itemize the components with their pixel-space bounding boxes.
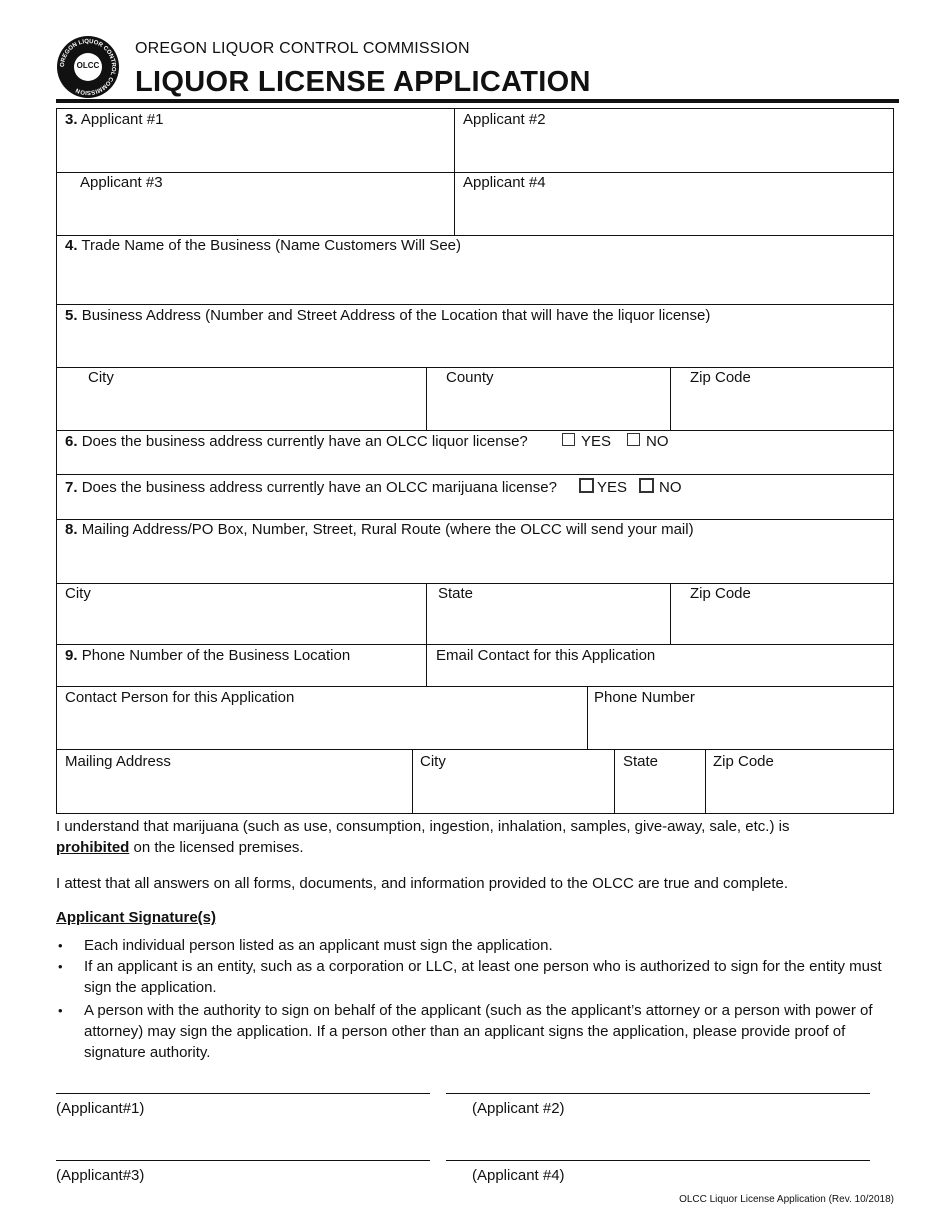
olcc-logo: [57, 36, 119, 98]
applicant-2-field[interactable]: Applicant #2: [463, 111, 546, 128]
logo-ring-text: [57, 36, 119, 98]
email-contact-field[interactable]: Email Contact for this Application: [436, 647, 656, 664]
page-title: LIQUOR LICENSE APPLICATION: [135, 66, 591, 98]
signature-line-2[interactable]: [446, 1093, 870, 1094]
signature-label-1: (Applicant#1): [56, 1100, 145, 1117]
contact-mailing-address-field[interactable]: Mailing Address: [65, 753, 171, 770]
business-city-field[interactable]: City: [88, 369, 114, 386]
q6-yes-checkbox[interactable]: [562, 433, 575, 446]
svg-text:OREGON LIQUOR CONTROL COMMISSI: OREGON LIQUOR CONTROL COMMISSION: [59, 38, 117, 96]
mailing-zip-field[interactable]: Zip Code: [690, 585, 751, 602]
applicant-4-field[interactable]: Applicant #4: [463, 174, 546, 191]
signature-line-1[interactable]: [56, 1093, 430, 1094]
bullet-3-marker: •: [58, 1003, 63, 1018]
q6-yes-label: YES: [581, 433, 612, 450]
mailing-address-field[interactable]: 8. Mailing Address/PO Box, Number, Street, Rural Route (where the OLCC will send your mail): [65, 521, 694, 538]
q6-no-label: NO: [646, 433, 669, 450]
q7-label: 7. Does the business address currently have an OLCC marijuana license?: [65, 479, 557, 496]
signature-label-2: (Applicant #2): [472, 1100, 565, 1117]
contact-phone-field[interactable]: Phone Number: [594, 689, 695, 706]
footer-revision: OLCC Liquor License Application (Rev. 10/2018): [679, 1194, 894, 1205]
application-form: [56, 108, 894, 814]
bullet-1-marker: •: [58, 938, 63, 953]
contact-state-field[interactable]: State: [623, 753, 659, 770]
attest-statement: I attest that all answers on all forms, documents, and information provided to the OLCC are true and complete.: [56, 875, 789, 892]
signature-line-3[interactable]: [56, 1160, 430, 1161]
q7-no-checkbox[interactable]: [639, 478, 654, 493]
marijuana-statement: I understand that marijuana (such as use, consumption, ingestion, inhalation, samples, give-away, sale, etc.) is prohibited on the licensed premises.: [56, 818, 790, 856]
q6-no-checkbox[interactable]: [627, 433, 640, 446]
contact-person-field[interactable]: Contact Person for this Application: [65, 689, 295, 706]
contact-zip-field[interactable]: Zip Code: [713, 753, 774, 770]
signature-label-3: (Applicant#3): [56, 1167, 145, 1184]
business-zip-field[interactable]: Zip Code: [690, 369, 751, 386]
logo-text: OLCC: [76, 61, 100, 70]
mailing-state-field[interactable]: State: [438, 585, 474, 602]
bullet-1-text: Each individual person listed as an applicant must sign the application.: [84, 937, 553, 954]
signature-heading: Applicant Signature(s): [56, 909, 217, 926]
q7-yes-label: YES: [597, 479, 628, 496]
title-rule: [56, 99, 899, 103]
bullet-2-marker: •: [58, 959, 63, 974]
business-address-field[interactable]: 5. Business Address (Number and Street Address of the Location that will have the liquor license): [65, 307, 711, 324]
business-county-field[interactable]: County: [446, 369, 494, 386]
signature-label-4: (Applicant #4): [472, 1167, 565, 1184]
agency-name: OREGON LIQUOR CONTROL COMMISSION: [135, 40, 470, 57]
q6-label: 6. Does the business address currently have an OLCC liquor license?: [65, 433, 528, 450]
bullet-2-text: If an applicant is an entity, such as a corporation or LLC, at least one person who is authorized to sign for the entity must sign the application.: [84, 958, 882, 996]
signature-line-4[interactable]: [446, 1160, 870, 1161]
trade-name-field[interactable]: 4. Trade Name of the Business (Name Customers Will See): [65, 237, 461, 254]
applicant-1-field[interactable]: 3. Applicant #1: [65, 111, 164, 128]
bullet-3-text: A person with the authority to sign on behalf of the applicant (such as the applicant’s attorney or a person with power of attorney) may sign the application. If a person other than an applicant signs the application, please provide proof of signature authority.: [84, 1002, 873, 1061]
business-phone-field[interactable]: 9. Phone Number of the Business Location: [65, 647, 351, 664]
contact-city-field[interactable]: City: [420, 753, 446, 770]
mailing-city-field[interactable]: City: [65, 585, 91, 602]
q7-yes-checkbox[interactable]: [579, 478, 594, 493]
q7-no-label: NO: [659, 479, 682, 496]
applicant-3-field[interactable]: Applicant #3: [80, 174, 163, 191]
